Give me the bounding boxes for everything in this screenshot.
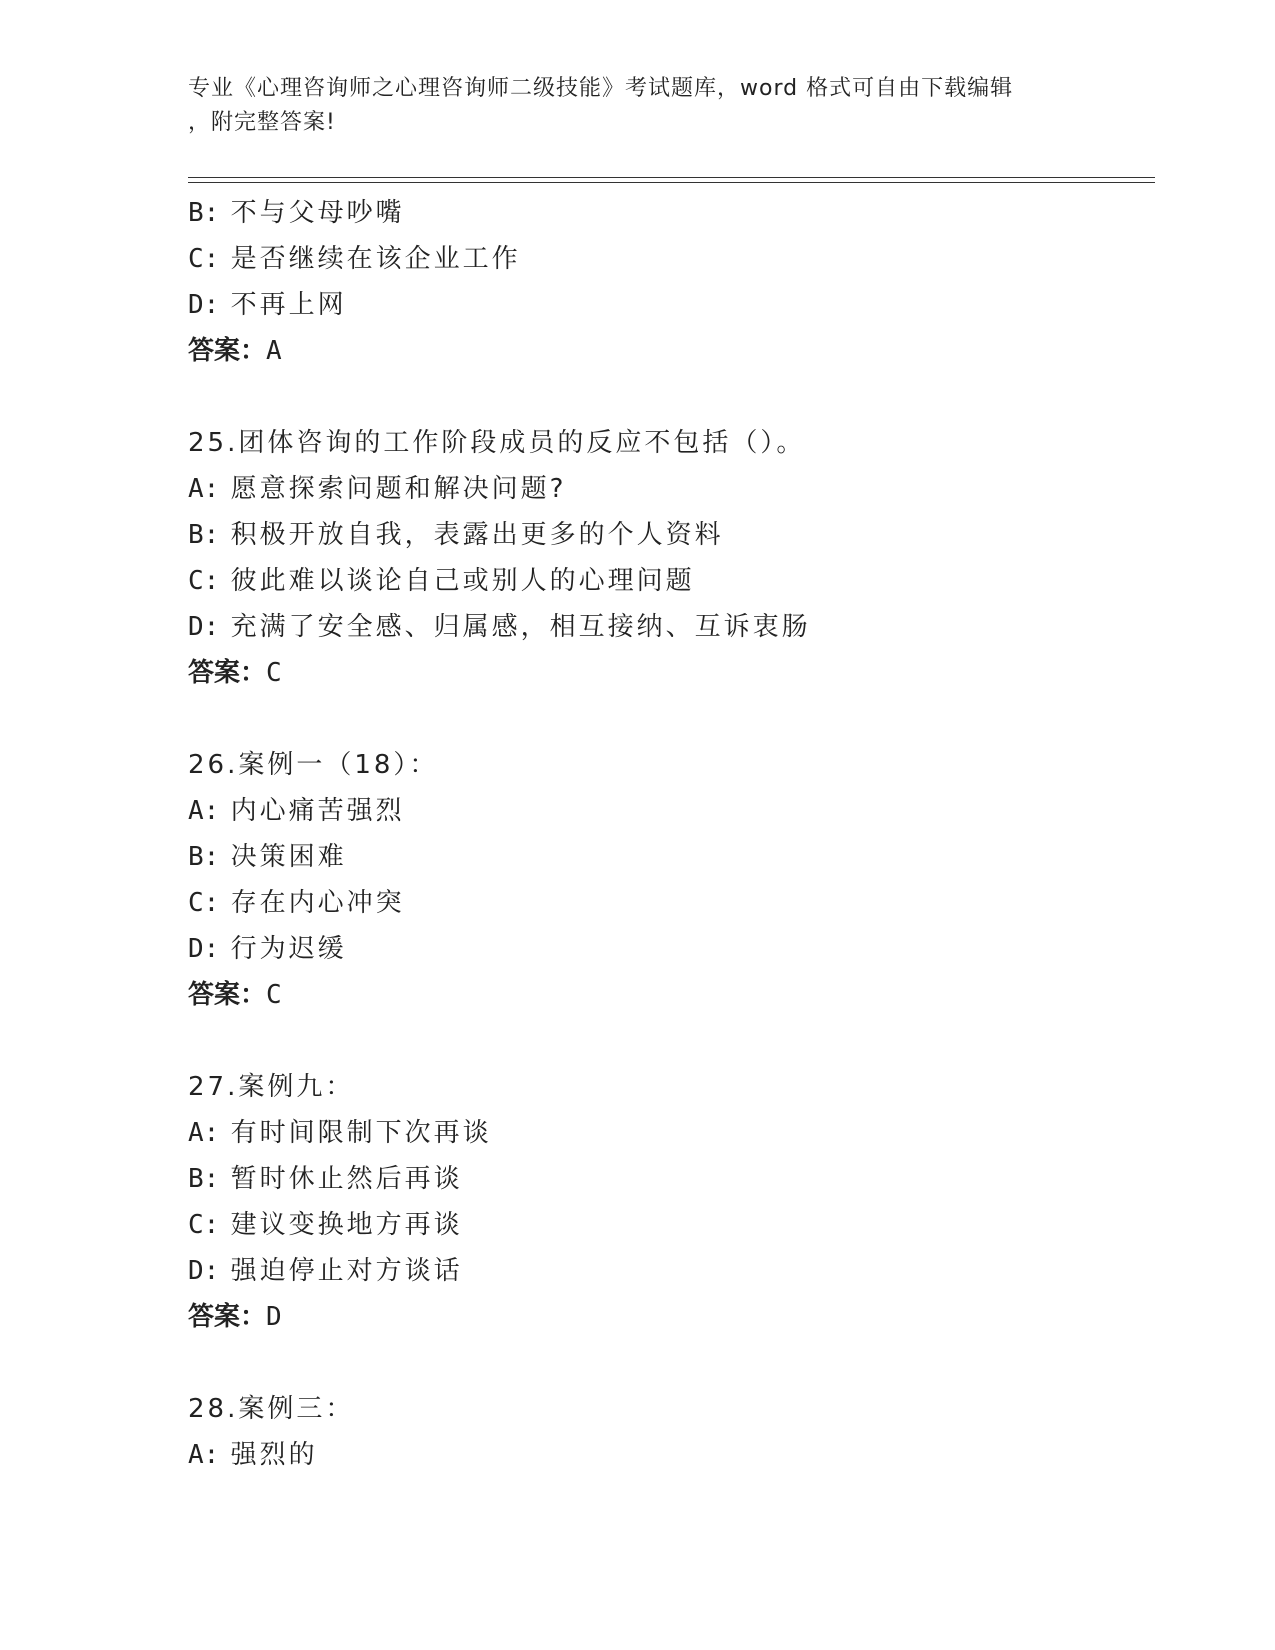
question-title: 26.案例一（18）： xyxy=(188,750,439,780)
option-text: 是否继续在该企业工作 xyxy=(230,244,521,274)
option-a xyxy=(188,1432,1155,1478)
option-letter: A: xyxy=(188,796,220,826)
option-d xyxy=(188,604,1155,650)
option-b xyxy=(188,1156,1155,1202)
option-b xyxy=(188,190,1155,236)
option-c xyxy=(188,1202,1155,1248)
option-text: 积极开放自我，表露出更多的个人资料 xyxy=(230,520,724,550)
question-title: 25.团体咨询的工作阶段成员的反应不包括（）。 xyxy=(188,428,806,458)
question-26 xyxy=(188,742,1155,1018)
option-c xyxy=(188,236,1155,282)
answer-line xyxy=(188,650,1155,696)
question-24-partial xyxy=(188,190,1155,374)
answer-line xyxy=(188,972,1155,1018)
option-letter: B: xyxy=(188,520,220,550)
option-text: 决策困难 xyxy=(230,842,347,872)
option-text: 暂时休止然后再谈 xyxy=(230,1164,463,1194)
option-letter: D: xyxy=(188,612,220,642)
option-text: 不与父母吵嘴 xyxy=(230,198,405,228)
answer-label: 答案： xyxy=(188,658,267,688)
answer-label: 答案： xyxy=(188,336,267,366)
option-letter: B: xyxy=(188,1164,220,1194)
answer-value: C xyxy=(266,658,285,688)
option-b xyxy=(188,834,1155,880)
option-letter: D: xyxy=(188,934,220,964)
option-letter: C: xyxy=(188,244,220,274)
answer-line xyxy=(188,1294,1155,1340)
option-letter: C: xyxy=(188,566,220,596)
option-text: 充满了安全感、归属感，相互接纳、互诉衷肠 xyxy=(230,612,811,642)
document-header xyxy=(188,72,1068,140)
option-a xyxy=(188,1110,1155,1156)
option-letter: B: xyxy=(188,198,220,228)
option-text: 愿意探索问题和解决问题? xyxy=(230,474,567,504)
option-letter: D: xyxy=(188,1256,220,1286)
option-letter: C: xyxy=(188,888,220,918)
option-text: 存在内心冲突 xyxy=(230,888,405,918)
option-letter: D: xyxy=(188,290,220,320)
option-letter: B: xyxy=(188,842,220,872)
option-text: 建议变换地方再谈 xyxy=(230,1210,463,1240)
option-b xyxy=(188,512,1155,558)
option-text: 有时间限制下次再谈 xyxy=(230,1118,492,1148)
question-title: 28.案例三： xyxy=(188,1394,355,1424)
question-list xyxy=(188,190,1155,1524)
header-line-1: 专业《心理咨询师之心理咨询师二级技能》考试题库，word 格式可自由下载编辑 xyxy=(188,76,1014,101)
question-28 xyxy=(188,1386,1155,1478)
answer-label: 答案： xyxy=(188,1302,267,1332)
answer-line xyxy=(188,328,1155,374)
option-text: 内心痛苦强烈 xyxy=(230,796,405,826)
answer-value: D xyxy=(266,1302,285,1332)
option-d xyxy=(188,1248,1155,1294)
question-25 xyxy=(188,420,1155,696)
option-a xyxy=(188,466,1155,512)
option-letter: A: xyxy=(188,474,220,504)
header-divider xyxy=(188,177,1155,183)
option-text: 彼此难以谈论自己或别人的心理问题 xyxy=(230,566,695,596)
answer-value: C xyxy=(266,980,285,1010)
option-a xyxy=(188,788,1155,834)
answer-label: 答案： xyxy=(188,980,267,1010)
option-text: 不再上网 xyxy=(230,290,347,320)
option-text: 强烈的 xyxy=(230,1440,318,1470)
option-text: 强迫停止对方谈话 xyxy=(230,1256,463,1286)
header-line-2: ，附完整答案! xyxy=(188,110,336,135)
option-d xyxy=(188,282,1155,328)
option-letter: C: xyxy=(188,1210,220,1240)
option-d xyxy=(188,926,1155,972)
option-c xyxy=(188,880,1155,926)
option-c xyxy=(188,558,1155,604)
answer-value: A xyxy=(266,336,285,366)
option-letter: A: xyxy=(188,1118,220,1148)
option-text: 行为迟缓 xyxy=(230,934,347,964)
question-27 xyxy=(188,1064,1155,1340)
option-letter: A: xyxy=(188,1440,220,1470)
question-title: 27.案例九： xyxy=(188,1072,355,1102)
